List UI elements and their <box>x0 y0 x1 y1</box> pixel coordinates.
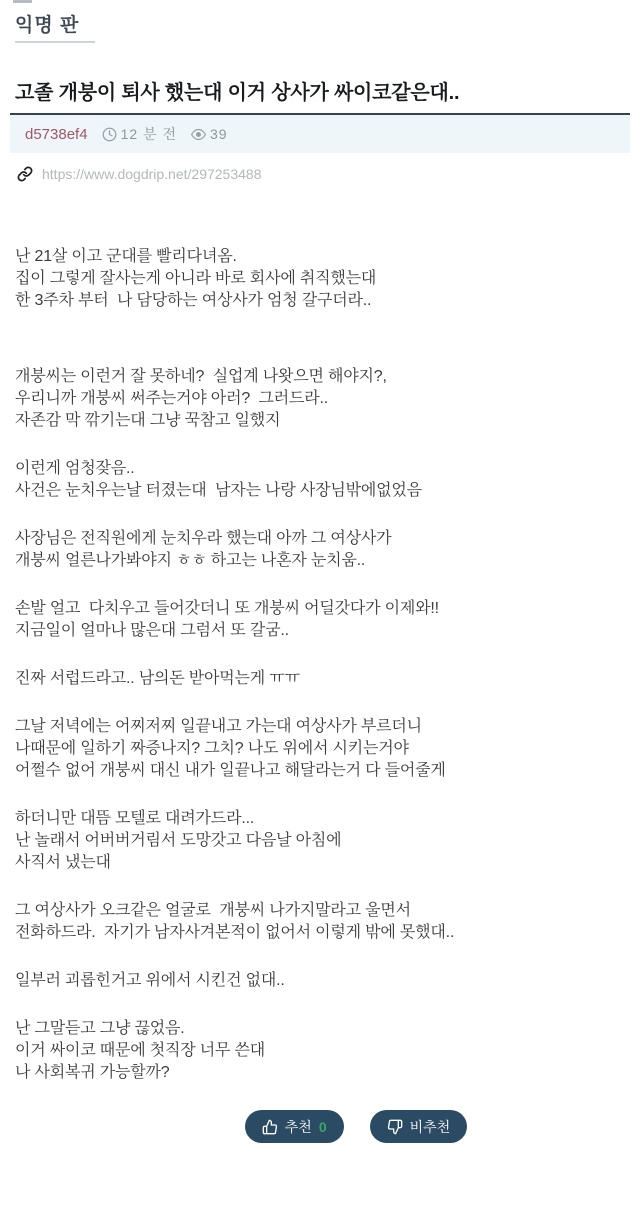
author-id: d5738ef4 <box>25 125 88 143</box>
body-line: 그날 저녁에는 어찌저찌 일끝내고 가는대 여상사가 부르더니 <box>15 718 422 735</box>
post-paragraph <box>15 668 625 690</box>
post-url[interactable]: https://www.dogdrip.net/297253488 <box>42 166 262 182</box>
vote-buttons-row <box>51 1110 640 1143</box>
post-time <box>102 124 177 144</box>
downvote-button[interactable] <box>370 1110 468 1143</box>
post-paragraph <box>15 458 625 502</box>
body-line: 나 사회복귀 가능할까? <box>15 1064 170 1081</box>
time-ago-text: 12 분 전 <box>120 126 177 142</box>
post-body <box>15 246 625 1084</box>
post-paragraph <box>15 808 625 874</box>
body-line: 진짜 서럽드라고.. 남의돈 받아먹는게 ㅠㅠ <box>15 670 300 687</box>
body-line: 그 여상사가 오크같은 얼굴로 개붕씨 나가지말라고 울면서 <box>15 902 411 919</box>
view-count: 39 <box>209 126 228 142</box>
body-line: 난 놀래서 어버버거림서 도망갓고 다음날 아침에 <box>15 832 342 849</box>
post-paragraph <box>15 716 625 782</box>
body-line: 한 3주차 부터 나 담당하는 여상사가 엄청 갈구더라.. <box>15 292 372 309</box>
body-line: 사장님은 전직원에게 눈치우라 했는대 아까 그 여상사가 <box>15 530 392 547</box>
board-title[interactable]: 익명 판 <box>15 14 95 43</box>
board-header <box>15 0 625 43</box>
post-paragraph <box>15 528 625 572</box>
body-line: 이런게 엄청잦음.. <box>15 460 135 477</box>
body-line: 난 21살 이고 군대를 빨리다녀옴. <box>15 248 237 265</box>
body-line: 사건은 눈치우는날 터졌는대 남자는 나랑 사장님밖에없었음 <box>15 482 422 499</box>
body-line: 나때문에 일하기 짜증나지? 그치? 나도 위에서 시키는거야 <box>15 740 409 757</box>
body-line: 하더니만 대뜸 모텔로 대려가드라... <box>15 810 255 827</box>
upvote-label: 추천 <box>284 1118 312 1135</box>
post-paragraph <box>15 970 625 992</box>
link-icon <box>17 166 33 182</box>
body-line: 자존감 막 깎기는대 그냥 꾹참고 일했지 <box>15 412 281 429</box>
upvote-button[interactable] <box>245 1110 344 1143</box>
body-line: 이거 싸이코 때문에 첫직장 너무 쓴대 <box>15 1042 266 1059</box>
post-views <box>191 126 228 142</box>
thumbs-down-icon <box>387 1119 403 1135</box>
body-line: 집이 그렇게 잘사는게 아니라 바로 회사에 취직했는대 <box>15 270 377 287</box>
upvote-count: 0 <box>318 1118 327 1135</box>
downvote-label: 비추천 <box>409 1118 451 1135</box>
body-line: 난 그말듣고 그냥 끊었음. <box>15 1020 185 1037</box>
body-line: 지금일이 얼마나 많은대 그럼서 또 갈굼.. <box>15 622 289 639</box>
clock-icon <box>102 127 117 142</box>
post-paragraph <box>15 900 625 944</box>
body-line: 어쩔수 없어 개붕씨 대신 내가 일끝나고 해달라는거 다 들어줄게 <box>15 762 446 779</box>
eye-icon <box>191 127 206 142</box>
body-line: 일부러 괴롭힌거고 위에서 시킨건 없대.. <box>15 972 285 989</box>
body-line: 사직서 냈는대 <box>15 854 111 871</box>
body-line: 우리니까 개붕씨 써주는거야 아러? 그러드라.. <box>15 390 329 407</box>
post-paragraph <box>15 366 625 432</box>
post-paragraph <box>15 598 625 642</box>
permalink-row <box>15 166 625 182</box>
body-line: 전화하드라. 자기가 남자사겨본적이 없어서 이렇게 밖에 못했대.. <box>15 924 455 941</box>
thumbs-up-icon <box>262 1119 278 1135</box>
post-title: 고졸 개붕이 퇴사 했는대 이거 상사가 싸이코같은대.. <box>15 82 460 104</box>
body-line: 손발 얼고 다치우고 들어갓더니 또 개붕씨 어딜갓다가 이제와!! <box>15 600 439 617</box>
post-meta-bar <box>10 113 630 153</box>
post-paragraph <box>15 1018 625 1084</box>
body-line: 개붕씨는 이런거 잘 못하네? 실업계 나왓으면 해야지?, <box>15 368 387 385</box>
body-line: 개붕씨 얼른나가봐야지 ㅎㅎ 하고는 나혼자 눈치움.. <box>15 552 366 569</box>
post-paragraph <box>15 246 625 312</box>
